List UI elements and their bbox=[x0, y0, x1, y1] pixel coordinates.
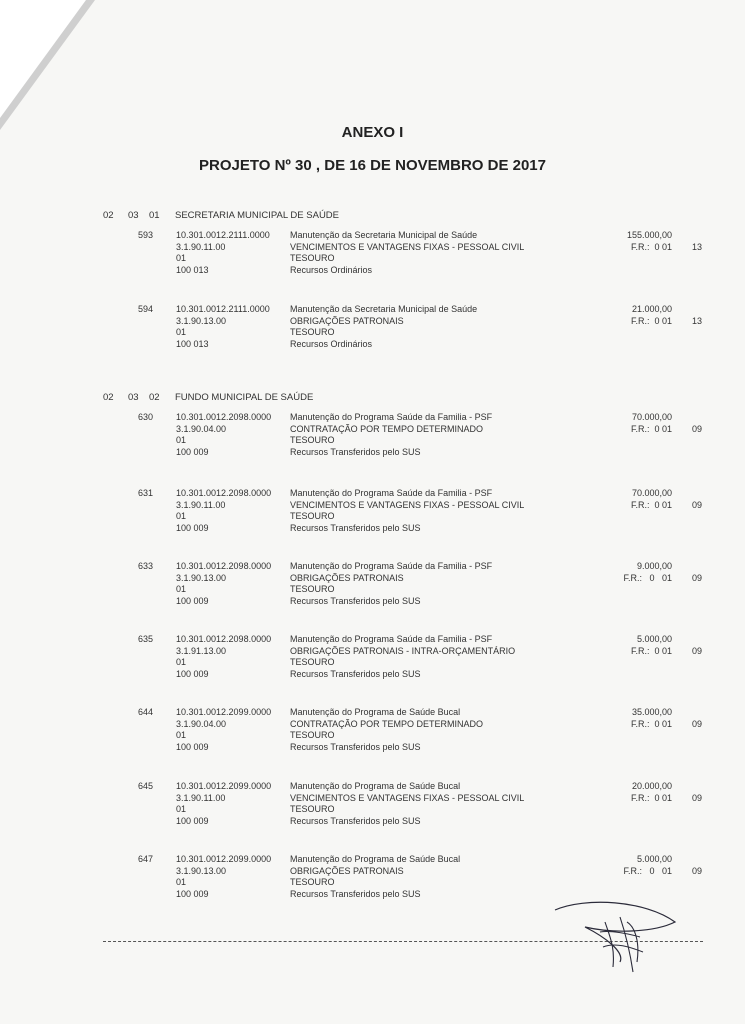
functional-code: 10.301.0012.2099.0000 bbox=[176, 854, 272, 864]
signature-icon bbox=[545, 892, 685, 982]
entry-codes bbox=[176, 707, 271, 753]
entry-description bbox=[290, 781, 524, 827]
resource-code: 100 009 bbox=[176, 595, 209, 606]
fonte-recurso: F.R.: 0 01 bbox=[623, 865, 672, 876]
section-code-3: 01 bbox=[149, 210, 160, 221]
element-code: 3.1.90.13.00 bbox=[176, 865, 227, 876]
fonte-code: 01 bbox=[176, 253, 187, 264]
functional-code: 10.301.0012.2098.0000 bbox=[176, 561, 272, 571]
expense-description: VENCIMENTOS E VANTAGENS FIXAS - PESSOAL CIVIL bbox=[290, 792, 525, 803]
functional-code: 10.301.0012.2111.0000 bbox=[176, 304, 270, 314]
section-code-1: 02 bbox=[103, 210, 114, 221]
element-code: 3.1.90.13.00 bbox=[176, 572, 227, 583]
entry-number: 594 bbox=[138, 304, 154, 314]
document-subtitle: PROJETO Nº 30 , DE 16 DE NOVEMBRO DE 2017 bbox=[199, 157, 546, 174]
budget-entry bbox=[0, 707, 745, 755]
entry-number: 633 bbox=[138, 561, 154, 571]
entry-description bbox=[290, 854, 460, 900]
resource-code: 100 009 bbox=[176, 888, 209, 899]
entry-value: 20.000,00 bbox=[631, 781, 672, 791]
resource-name: Recursos Transferidos pelo SUS bbox=[290, 888, 421, 899]
source-name: TESOURO bbox=[290, 435, 335, 446]
entry-codes bbox=[176, 304, 270, 350]
element-code: 3.1.91.13.00 bbox=[176, 645, 227, 656]
budget-entry bbox=[0, 488, 745, 536]
functional-code: 10.301.0012.2099.0000 bbox=[176, 781, 272, 791]
entry-number: 647 bbox=[138, 854, 154, 864]
budget-entry bbox=[0, 634, 745, 682]
fonte-recurso: F.R.: 0 01 bbox=[630, 792, 672, 803]
action-name: Manutenção do Programa de Saúde Bucal bbox=[290, 781, 461, 791]
resource-code: 100 009 bbox=[176, 668, 209, 679]
budget-entry bbox=[0, 304, 745, 352]
resource-name: Recursos Transferidos pelo SUS bbox=[290, 741, 421, 752]
entry-number: 630 bbox=[138, 412, 154, 422]
entry-description bbox=[290, 561, 492, 607]
expense-description: CONTRATAÇÃO POR TEMPO DETERMINADO bbox=[290, 718, 484, 729]
action-name: Manutenção do Programa Saúde da Familia - PSF bbox=[290, 412, 493, 422]
entry-value: 5.000,00 bbox=[636, 854, 672, 864]
fonte-recurso-detail: 09 bbox=[692, 423, 703, 434]
entry-codes bbox=[176, 488, 271, 534]
fonte-recurso-detail: 09 bbox=[692, 865, 703, 876]
entry-codes bbox=[176, 412, 271, 458]
budget-entry bbox=[0, 412, 745, 460]
fonte-code: 01 bbox=[176, 435, 187, 446]
entry-codes bbox=[176, 854, 271, 900]
entry-number: 645 bbox=[138, 781, 154, 791]
source-name: TESOURO bbox=[290, 877, 335, 888]
fonte-code: 01 bbox=[176, 804, 187, 815]
element-code: 3.1.90.11.00 bbox=[176, 792, 226, 803]
action-name: Manutenção da Secretaria Municipal de Saúde bbox=[290, 230, 478, 240]
resource-code: 100 009 bbox=[176, 446, 209, 457]
section-code-1: 02 bbox=[103, 392, 114, 403]
element-code: 3.1.90.04.00 bbox=[176, 718, 227, 729]
action-name: Manutenção do Programa Saúde da Familia - PSF bbox=[290, 561, 493, 571]
resource-code: 100 013 bbox=[176, 338, 209, 349]
entry-number: 635 bbox=[138, 634, 154, 644]
fonte-recurso-detail: 09 bbox=[692, 572, 703, 583]
fonte-code: 01 bbox=[176, 327, 187, 338]
fonte-recurso: F.R.: 0 01 bbox=[630, 718, 672, 729]
source-name: TESOURO bbox=[290, 253, 335, 264]
section-code-2: 03 bbox=[128, 392, 139, 403]
resource-name: Recursos Transferidos pelo SUS bbox=[290, 522, 421, 533]
section-name: FUNDO MUNICIPAL DE SAÚDE bbox=[175, 392, 314, 403]
fonte-recurso-detail: 13 bbox=[692, 315, 703, 326]
expense-description: VENCIMENTOS E VANTAGENS FIXAS - PESSOAL CIVIL bbox=[290, 241, 525, 252]
functional-code: 10.301.0012.2098.0000 bbox=[176, 634, 272, 644]
source-name: TESOURO bbox=[290, 584, 335, 595]
fonte-code: 01 bbox=[176, 877, 187, 888]
entry-number: 631 bbox=[138, 488, 154, 498]
resource-name: Recursos Ordinários bbox=[290, 264, 373, 275]
fonte-recurso-detail: 09 bbox=[692, 792, 703, 803]
action-name: Manutenção do Programa Saúde da Familia - PSF bbox=[290, 488, 493, 498]
fonte-recurso: F.R.: 0 01 bbox=[630, 423, 672, 434]
entry-value: 70.000,00 bbox=[631, 488, 672, 498]
resource-code: 100 009 bbox=[176, 522, 209, 533]
section-header bbox=[103, 210, 503, 222]
functional-code: 10.301.0012.2098.0000 bbox=[176, 488, 272, 498]
folded-corner-highlight bbox=[0, 0, 86, 118]
fonte-recurso: F.R.: 0 01 bbox=[623, 572, 672, 583]
source-name: TESOURO bbox=[290, 327, 335, 338]
fonte-recurso: F.R.: 0 01 bbox=[630, 241, 672, 252]
functional-code: 10.301.0012.2111.0000 bbox=[176, 230, 270, 240]
element-code: 3.1.90.11.00 bbox=[176, 499, 226, 510]
expense-description: OBRIGAÇÕES PATRONAIS bbox=[290, 572, 404, 583]
fonte-recurso-detail: 09 bbox=[692, 645, 703, 656]
entry-value: 9.000,00 bbox=[636, 561, 672, 571]
entry-codes bbox=[176, 634, 271, 680]
entry-number: 593 bbox=[138, 230, 154, 240]
fonte-recurso: F.R.: 0 01 bbox=[630, 499, 672, 510]
expense-description: OBRIGAÇÕES PATRONAIS bbox=[290, 865, 404, 876]
resource-name: Recursos Transferidos pelo SUS bbox=[290, 595, 421, 606]
action-name: Manutenção do Programa de Saúde Bucal bbox=[290, 707, 461, 717]
fonte-recurso-detail: 13 bbox=[692, 241, 703, 252]
expense-description: OBRIGAÇÕES PATRONAIS - INTRA-ORÇAMENTÁRIO bbox=[290, 645, 516, 656]
entry-description bbox=[290, 230, 524, 276]
source-name: TESOURO bbox=[290, 730, 335, 741]
resource-name: Recursos Transferidos pelo SUS bbox=[290, 446, 421, 457]
entry-codes bbox=[176, 781, 271, 827]
budget-entry bbox=[0, 561, 745, 609]
fonte-recurso-detail: 09 bbox=[692, 499, 703, 510]
fonte-code: 01 bbox=[176, 730, 187, 741]
source-name: TESOURO bbox=[290, 657, 335, 668]
expense-description: CONTRATAÇÃO POR TEMPO DETERMINADO bbox=[290, 423, 484, 434]
fonte-code: 01 bbox=[176, 657, 187, 668]
entry-codes bbox=[176, 230, 270, 276]
action-name: Manutenção da Secretaria Municipal de Saúde bbox=[290, 304, 478, 314]
resource-name: Recursos Ordinários bbox=[290, 338, 373, 349]
entry-description bbox=[290, 412, 492, 458]
entry-value: 5.000,00 bbox=[636, 634, 672, 644]
entry-value: 21.000,00 bbox=[631, 304, 672, 314]
entry-description bbox=[290, 304, 477, 350]
entry-value: 35.000,00 bbox=[631, 707, 672, 717]
entry-description bbox=[290, 707, 483, 753]
fonte-code: 01 bbox=[176, 511, 187, 522]
entry-description bbox=[290, 488, 524, 534]
entry-value: 155.000,00 bbox=[626, 230, 672, 240]
resource-name: Recursos Transferidos pelo SUS bbox=[290, 668, 421, 679]
source-name: TESOURO bbox=[290, 804, 335, 815]
section-header bbox=[103, 392, 503, 404]
entry-codes bbox=[176, 561, 271, 607]
resource-code: 100 009 bbox=[176, 815, 209, 826]
entry-description bbox=[290, 634, 515, 680]
element-code: 3.1.90.04.00 bbox=[176, 423, 227, 434]
fonte-code: 01 bbox=[176, 584, 187, 595]
expense-description: VENCIMENTOS E VANTAGENS FIXAS - PESSOAL CIVIL bbox=[290, 499, 525, 510]
element-code: 3.1.90.11.00 bbox=[176, 241, 226, 252]
action-name: Manutenção do Programa de Saúde Bucal bbox=[290, 854, 461, 864]
budget-entry bbox=[0, 230, 745, 278]
resource-name: Recursos Transferidos pelo SUS bbox=[290, 815, 421, 826]
resource-code: 100 009 bbox=[176, 741, 209, 752]
budget-entry bbox=[0, 781, 745, 829]
entry-value: 70.000,00 bbox=[631, 412, 672, 422]
section-code-2: 03 bbox=[128, 210, 139, 221]
functional-code: 10.301.0012.2099.0000 bbox=[176, 707, 272, 717]
action-name: Manutenção do Programa Saúde da Familia - PSF bbox=[290, 634, 493, 644]
fonte-recurso: F.R.: 0 01 bbox=[630, 645, 672, 656]
section-code-3: 02 bbox=[149, 392, 160, 403]
functional-code: 10.301.0012.2098.0000 bbox=[176, 412, 272, 422]
document-title: ANEXO I bbox=[341, 124, 404, 141]
resource-code: 100 013 bbox=[176, 264, 209, 275]
section-name: SECRETARIA MUNICIPAL DE SAÚDE bbox=[175, 210, 339, 221]
element-code: 3.1.90.13.00 bbox=[176, 315, 227, 326]
expense-description: OBRIGAÇÕES PATRONAIS bbox=[290, 315, 404, 326]
fonte-recurso-detail: 09 bbox=[692, 718, 703, 729]
source-name: TESOURO bbox=[290, 511, 335, 522]
fonte-recurso: F.R.: 0 01 bbox=[630, 315, 672, 326]
entry-number: 644 bbox=[138, 707, 154, 717]
